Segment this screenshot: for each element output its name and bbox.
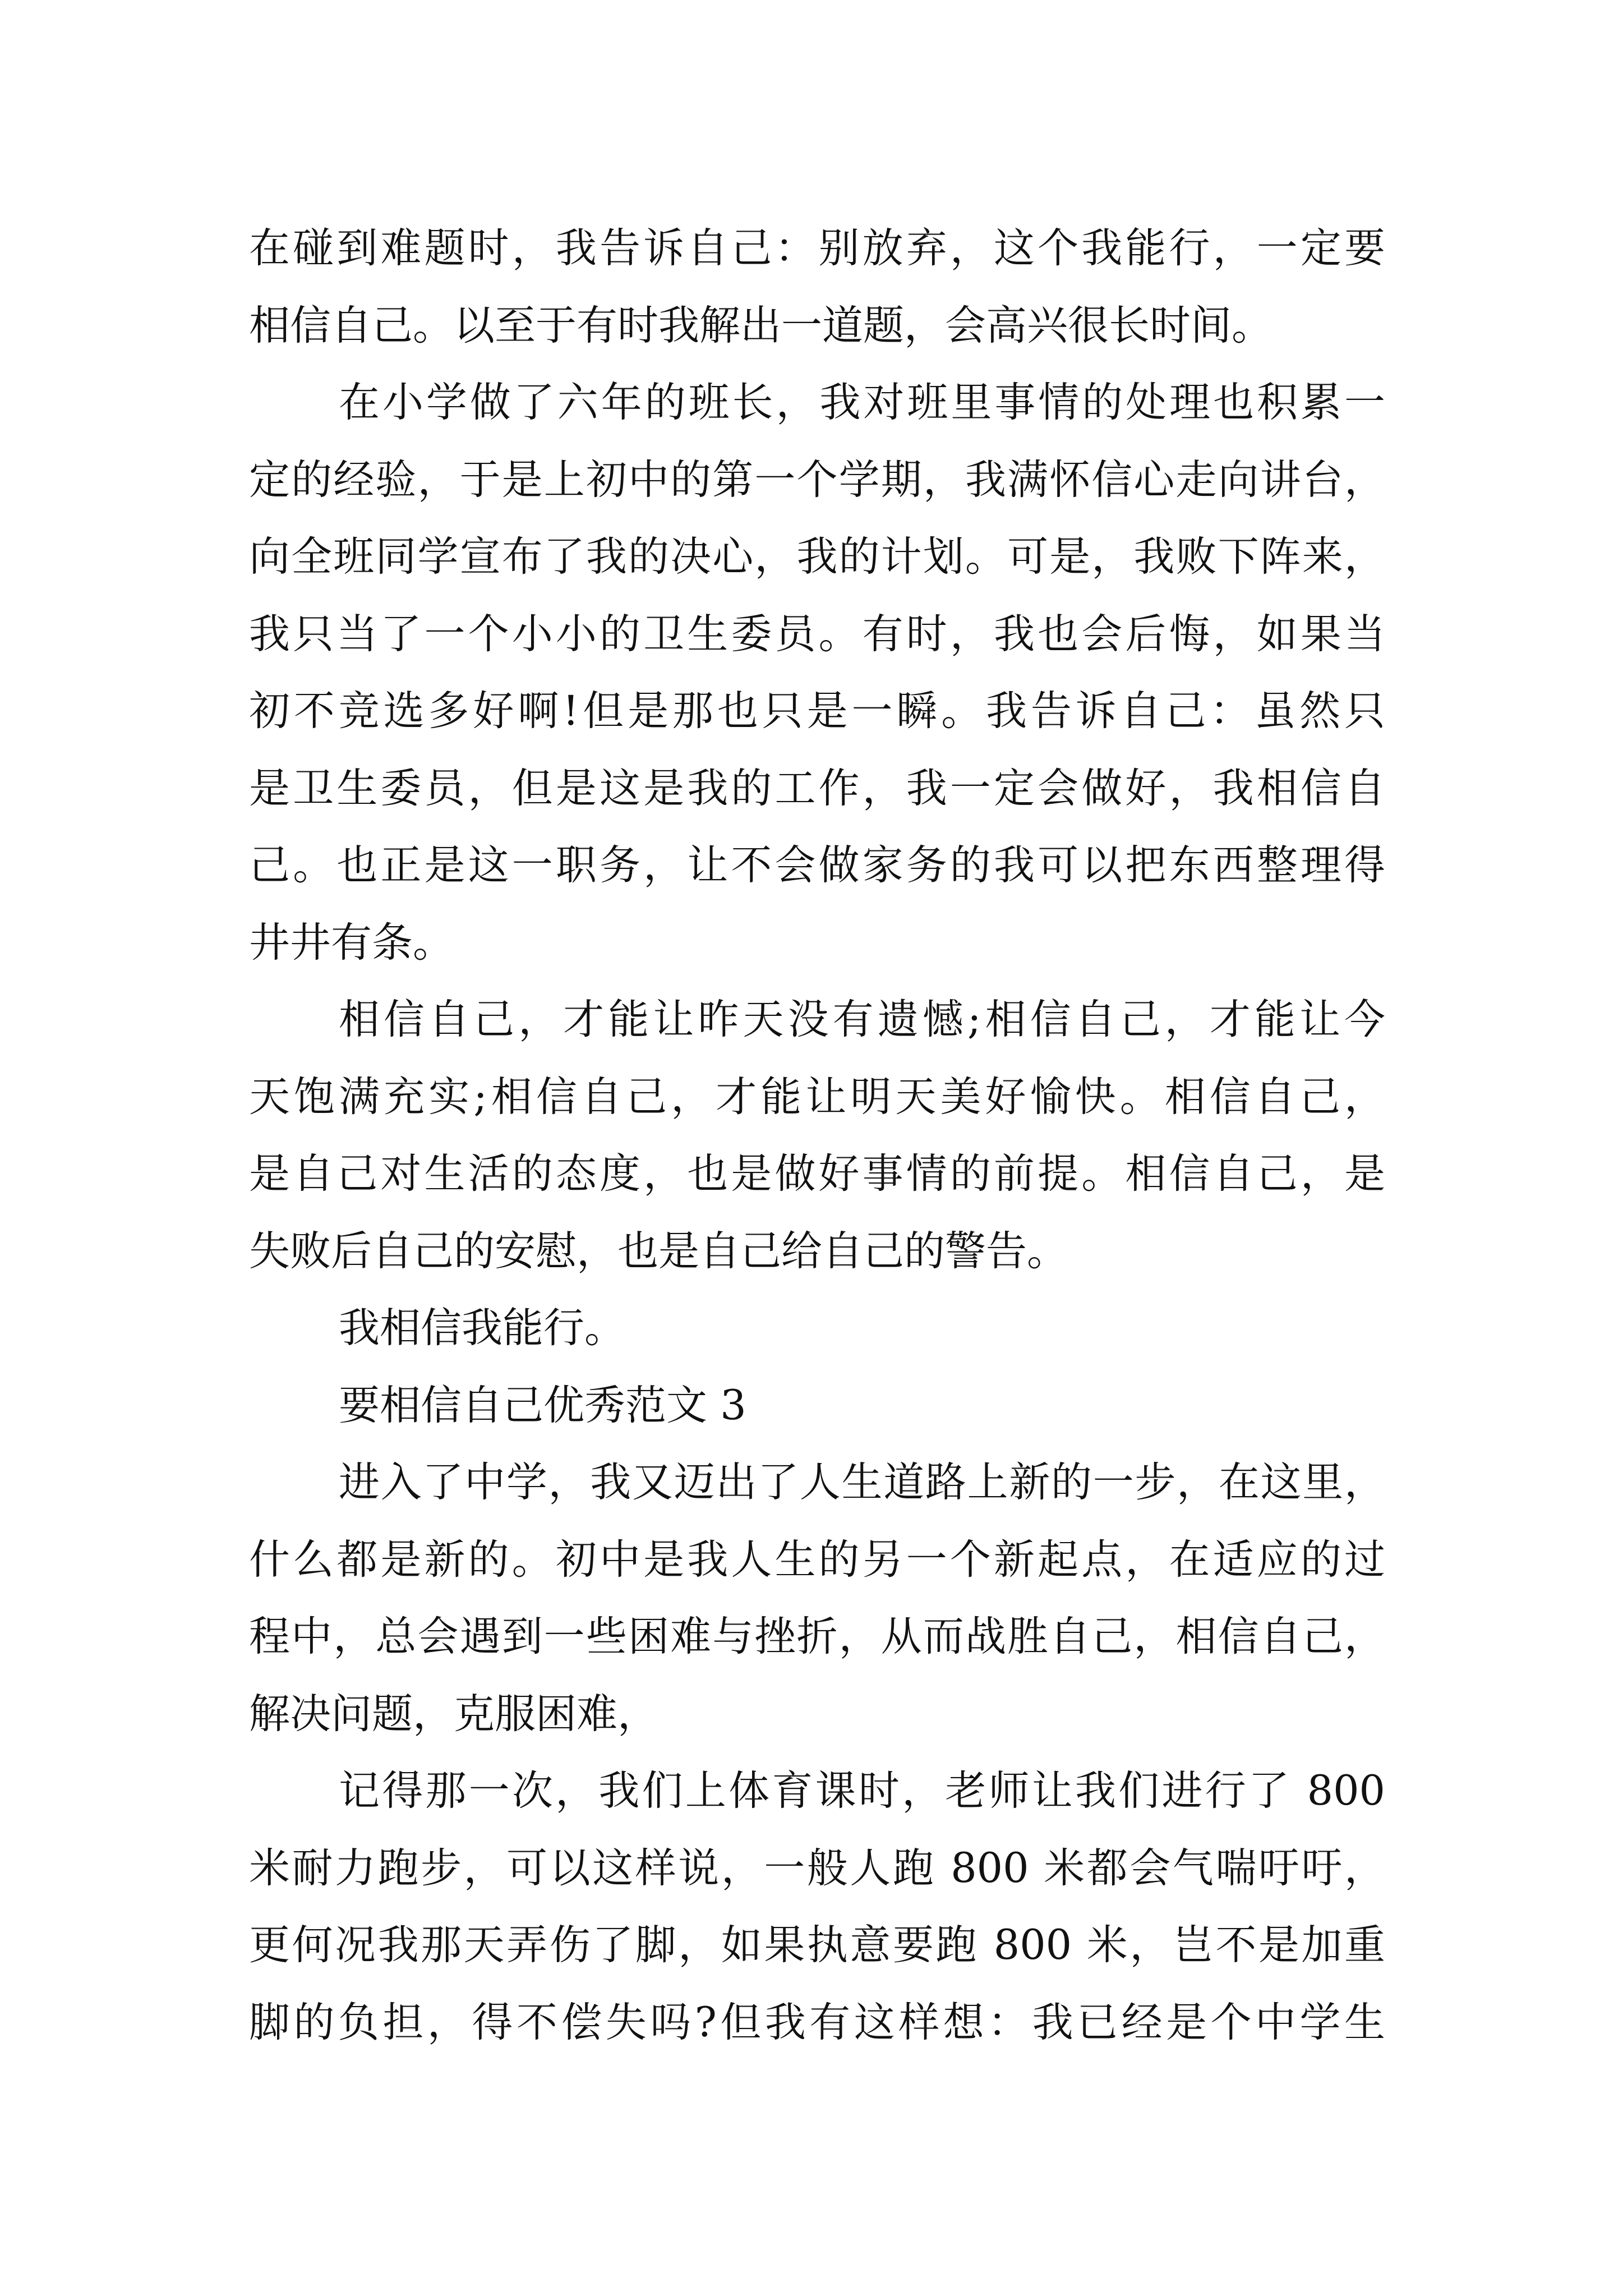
text-line: 是卫生委员，但是这是我的工作，我一定会做好，我相信自: [249, 764, 1385, 812]
text-line: 天饱满充实;相信自己，才能让明天美好愉快。相信自己，: [249, 1073, 1385, 1121]
text-line: 相信自己，才能让昨天没有遗憾;相信自己，才能让今: [339, 996, 1385, 1043]
text-line: 定的经验，于是上初中的第一个学期，我满怀信心走向讲台，: [249, 455, 1385, 504]
text-line: 解决问题，克服困难，: [249, 1690, 658, 1738]
text-line: 在小学做了六年的班长，我对班里事情的处理也积累一: [339, 379, 1385, 426]
text-line: 井井有条。: [249, 918, 454, 967]
text-line: 什么都是新的。初中是我人生的另一个新起点，在适应的过: [249, 1535, 1385, 1584]
text-line: 向全班同学宣布了我的决心，我的计划。可是，我败下阵来，: [249, 533, 1385, 581]
text-line: 我相信我能行。: [339, 1304, 625, 1352]
text-line: 进入了中学，我又迈出了人生道路上新的一步，在这里，: [339, 1458, 1385, 1506]
text-line: 更何况我那天弄伤了脚，如果执意要跑 800 米，岂不是加重: [249, 1921, 1385, 1969]
text-line: 己。也正是这一职务，让不会做家务的我可以把东西整理得: [249, 841, 1385, 889]
text-line: 是自己对生活的态度，也是做好事情的前提。相信自己，是: [249, 1150, 1385, 1198]
text-line: 记得那一次，我们上体育课时，老师让我们进行了 800: [339, 1767, 1385, 1815]
text-line: 相信自己。以至于有时我解出一道题，会高兴很长时间。: [249, 301, 1272, 349]
text-line: 我只当了一个小小的卫生委员。有时，我也会后悔，如果当: [249, 610, 1385, 658]
text-line: 米耐力跑步，可以这样说，一般人跑 800 米都会气喘吁吁，: [249, 1844, 1385, 1892]
text-line: 脚的负担，得不偿失吗?但我有这样想：我已经是个中学生: [249, 1998, 1385, 2046]
section-heading: 要相信自己优秀范文 3: [339, 1381, 746, 1429]
body-text: [249, 210, 1385, 2061]
text-line: 程中，总会遇到一些困难与挫折，从而战胜自己，相信自己，: [249, 1613, 1385, 1660]
text-line: 在碰到难题时，我告诉自己：别放弃，这个我能行，一定要: [249, 224, 1385, 272]
text-line: 初不竞选多好啊!但是那也只是一瞬。我告诉自己：虽然只: [249, 687, 1385, 735]
text-line: 失败后自己的安慰，也是自己给自己的警告。: [249, 1227, 1068, 1275]
